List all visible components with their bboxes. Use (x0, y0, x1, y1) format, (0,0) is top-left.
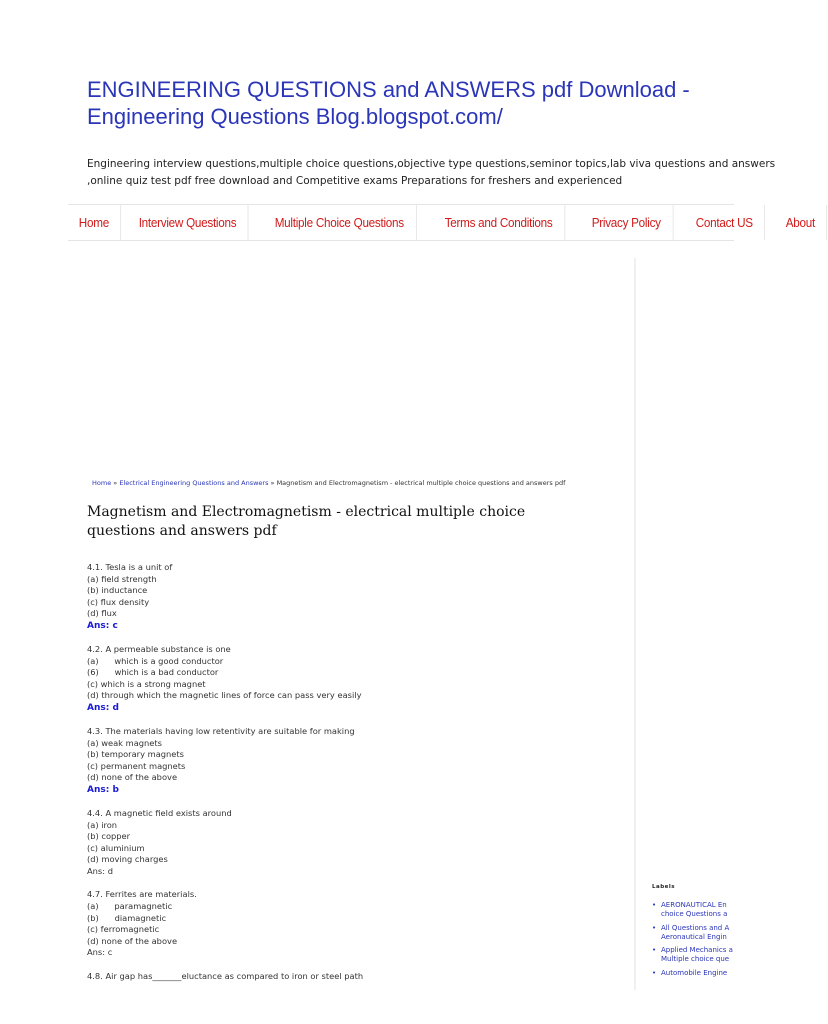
option: (d) moving charges (87, 854, 168, 865)
site-title-link-line1[interactable]: ENGINEERING QUESTIONS and ANSWERS pdf Download - (87, 77, 690, 102)
site-description (87, 156, 776, 189)
option: (b) diamagnetic (87, 912, 167, 923)
sidebar-labels-widget (652, 884, 734, 982)
question-text: 4.7. Ferrites are materials. (87, 889, 197, 900)
labels-list (652, 901, 734, 978)
option: (c) ferromagnetic (87, 924, 160, 935)
question-block (87, 644, 627, 714)
nav-item-interview-questions[interactable]: Interview Questions (127, 205, 249, 240)
breadcrumb-category[interactable]: Electrical Engineering Questions and Answers (119, 479, 269, 487)
question-text: 4.8. Air gap has_______eluctance as compared to iron or steel path (87, 971, 364, 982)
question-block (87, 889, 627, 959)
option: (b) inductance (87, 585, 148, 596)
option: (b) copper (87, 831, 131, 842)
breadcrumb-separator: » (111, 479, 120, 487)
answer: Ans: c (87, 947, 113, 958)
label-item (652, 924, 734, 943)
breadcrumb-current: Magnetism and Electromagnetism - electrical multiple choice questions and answers pdf (276, 479, 566, 487)
breadcrumb-home[interactable]: Home (92, 479, 112, 487)
answer: Ans: d (87, 702, 119, 713)
nav-item-contact-us[interactable]: Contact US (684, 205, 765, 240)
nav-item-multiple-choice-questions[interactable]: Multiple Choice Questions (263, 205, 416, 240)
label-link[interactable]: choice Questions a (661, 910, 728, 919)
option: (d) through which the magnetic lines of force can pass very easily (87, 690, 362, 701)
question-block (87, 971, 627, 983)
post-body (87, 562, 627, 995)
label-item (652, 946, 734, 965)
option: (c) permanent magnets (87, 760, 186, 771)
question-block (87, 726, 627, 796)
option: (d) flux (87, 608, 117, 619)
option: (a) which is a good conductor (87, 655, 224, 666)
main-nav (68, 204, 816, 241)
answer: Ans: b (87, 784, 119, 795)
label-link[interactable]: Aeronautical Engin (661, 932, 727, 941)
option: (a) weak magnets (87, 737, 162, 748)
option: (c) which is a strong magnet (87, 678, 206, 689)
option: (a) iron (87, 819, 118, 830)
label-item (652, 901, 734, 920)
option: (c) flux density (87, 596, 150, 607)
label-link[interactable]: • All Questions and A (661, 923, 730, 932)
breadcrumb-separator: » (268, 479, 277, 487)
question-text: 4.3. The materials having low retentivity are suitable for making (87, 725, 355, 736)
label-link[interactable]: • Automobile Engine (661, 968, 728, 977)
option: (d) none of the above (87, 935, 178, 946)
sidebar-divider (634, 258, 636, 990)
question-block (87, 808, 627, 878)
nav-item-privacy-policy[interactable]: Privacy Policy (580, 205, 673, 240)
label-item (652, 969, 734, 978)
option: (6) which is a bad conductor (87, 667, 219, 678)
option: (a) paramagnetic (87, 901, 173, 912)
option: (d) none of the above (87, 772, 178, 783)
answer: Ans: d (87, 865, 113, 876)
nav-item-home[interactable]: Home (68, 205, 122, 240)
option: (c) aluminium (87, 842, 145, 853)
site-title-link-line2[interactable]: Engineering Questions Blog.blogspot.com/ (87, 104, 503, 129)
question-block (87, 562, 627, 632)
site-description-line1: Engineering interview questions,multiple choice questions,objective type questions,seminor topics,lab viva questions and answers (87, 158, 776, 170)
label-link[interactable]: • Applied Mechanics a (661, 946, 733, 955)
question-text: 4.1. Tesla is a unit of (87, 562, 173, 572)
label-link[interactable]: • AERONAUTICAL En (661, 901, 727, 909)
question-text: 4.4. A magnetic field exists around (87, 807, 232, 818)
option: (b) temporary magnets (87, 749, 184, 760)
option: (a) field strength (87, 573, 157, 584)
labels-heading: Labels (652, 884, 676, 890)
breadcrumb (92, 478, 632, 488)
nav-item-terms-and-conditions[interactable]: Terms and Conditions (433, 205, 565, 240)
answer: Ans: c (87, 620, 118, 631)
nav-item-about[interactable]: About (774, 205, 828, 240)
label-link[interactable]: Multiple choice que (661, 955, 730, 964)
site-title (87, 76, 747, 130)
site-description-line2: ,online quiz test pdf free download and Competitive exams Preparations for freshers and experienced (87, 174, 623, 187)
question-text: 4.2. A permeable substance is one (87, 643, 231, 654)
post-title: Magnetism and Electromagnetism - electrical multiple choice questions and answers pdf (87, 504, 526, 539)
